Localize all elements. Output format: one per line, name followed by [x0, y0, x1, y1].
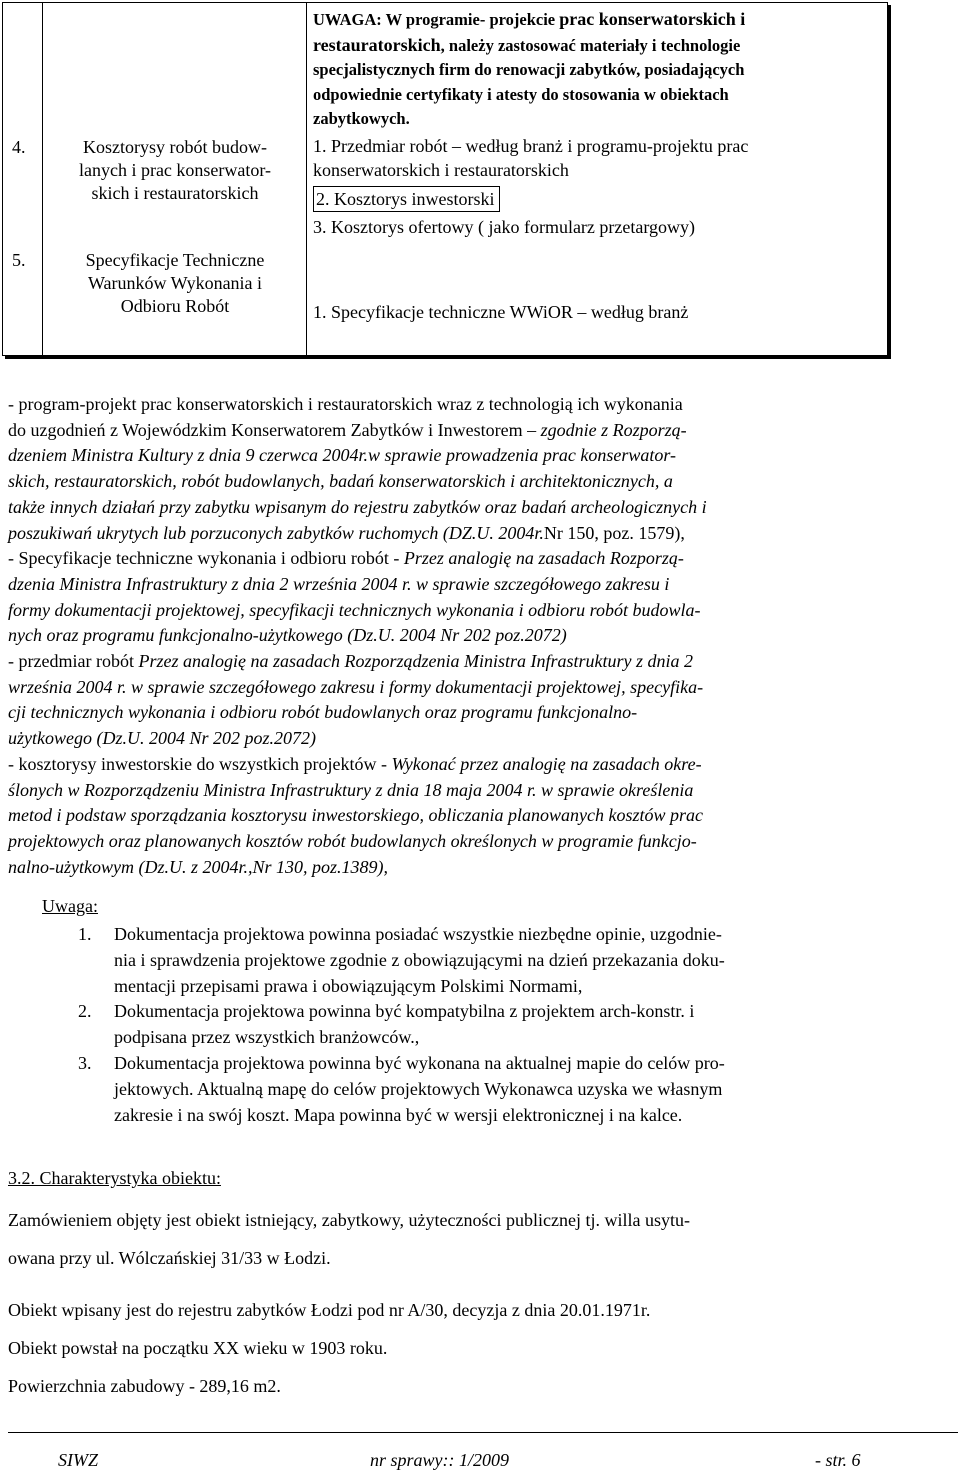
note-number: 1.	[78, 924, 92, 944]
body-text: do uzgodnień z Wojewódzkim Konserwatorem Zabytków i Inwestorem	[8, 419, 528, 440]
body-line	[8, 572, 953, 598]
body-line	[8, 623, 953, 649]
notes-heading-text: Uwaga:	[42, 896, 98, 916]
body-line	[8, 598, 953, 624]
body-text: - Specyfikacje techniczne wykonania i odbioru robót -	[8, 548, 404, 569]
body-text-italic: września 2004 r. w sprawie szczegółowego zakresu i formy dokumentacji projektowej, specyfika-	[8, 676, 704, 697]
row-label-line: skich i restauratorskich	[91, 183, 259, 203]
body-line	[8, 418, 953, 444]
row-label	[46, 136, 304, 205]
info-table	[2, 2, 890, 358]
table-item-line: 3. Kosztorys ofertowy ( jako formularz przetargowy)	[313, 217, 696, 237]
section-paragraph: owana przy ul. Wólczańskiej 31/33 w Łodzi.	[8, 1248, 331, 1268]
body-line	[8, 726, 953, 752]
body-text-italic: w sprawie prowadzenia prac konserwator-	[368, 445, 676, 466]
row-label-line: Kosztorysy robót budow-	[83, 137, 267, 157]
table-item	[313, 134, 748, 182]
body-line	[8, 829, 953, 855]
body-text-italic: projektowych oraz planowanych kosztów robót budowlanych określonych w programie funkcjo-	[8, 830, 697, 851]
body-text-italic: formy dokumentacji projektowej, specyfikacji technicznych wykonania i odbioru robót budowla-	[8, 599, 701, 620]
note-line: nia i sprawdzenia projektowe zgodnie z obowiązującymi na dzień przekazania doku-	[114, 949, 725, 970]
body-line	[8, 469, 953, 495]
body-line	[8, 392, 953, 418]
body-line	[8, 521, 953, 547]
table-divider-2	[306, 2, 307, 356]
table-item-line: 1. Przedmiar robót – według branż i programu-projektu prac	[313, 136, 749, 156]
table-item	[313, 186, 500, 212]
footer-case-number: nr sprawy:: 1/2009	[370, 1450, 509, 1470]
note-line: zakresie i na swój koszt. Mapa powinna być w wersji elektronicznej i na kalce.	[114, 1104, 683, 1125]
section-paragraph: Obiekt wpisany jest do rejestru zabytków Łodzi pod nr A/30, decyzja z dnia 20.01.1971r.	[8, 1300, 651, 1320]
body-text-italic: poszukiwań ukrytych lub porzuconych zabytków ruchomych (DZ.U. 2004r.	[8, 522, 544, 543]
row-label-line: Specyfikacje Techniczne	[85, 250, 265, 270]
section-paragraph: Powierzchnia zabudowy - 289,16 m2.	[8, 1376, 281, 1396]
table-item	[313, 215, 695, 239]
warning-line: zabytkowych.	[313, 109, 410, 128]
note-line: Dokumentacja projektowa powinna posiadać wszystkie niezbędne opinie, uzgodnie-	[114, 924, 722, 944]
row-number: 4.	[12, 137, 26, 157]
note-line: mentacji przepisami prawa i obowiązującym Polskimi Normami,	[114, 975, 583, 996]
body-text-italic: Przez analogię na zasadach Rozporzą-	[403, 548, 684, 569]
body-text-italic: użytkowego (Dz.U. 2004 Nr 202 poz.2072)	[8, 728, 316, 749]
body-text: - kosztorysy inwestorskie do wszystkich projektów -	[8, 753, 392, 774]
body-text: - przedmiar robót	[8, 651, 139, 672]
requirements-text	[8, 392, 953, 880]
body-text-italic: nych oraz programu funkcjonalno-użytkowego (Dz.U. 2004 Nr 202 poz.2072)	[8, 625, 567, 646]
body-line	[8, 443, 953, 469]
section-heading	[8, 1168, 221, 1189]
body-text-italic: także innych działań przy zabytku wpisanym do rejestru zabytków oraz badań archeologicznych i	[8, 496, 707, 517]
warning-line: specjalistycznych firm do renowacji zabytków, posiadających	[313, 60, 745, 79]
row-label	[46, 249, 304, 318]
body-line	[8, 855, 953, 881]
body-line	[8, 803, 953, 829]
section-paragraph: Zamówieniem objęty jest obiekt istniejący, zabytkowy, użyteczności publicznej tj. willa usytu-	[8, 1210, 690, 1230]
body-text-italic: cji technicznych wykonania i odbioru robót budowlanych oraz programu funkcjonalno-	[8, 702, 638, 723]
body-line	[8, 778, 953, 804]
footer-doc-name: SIWZ	[58, 1450, 98, 1470]
body-line	[8, 649, 953, 675]
warning-note	[313, 7, 885, 132]
footer-page-number: - str. 6	[815, 1450, 861, 1470]
table-item-line: konserwatorskich i restauratorskich	[313, 160, 569, 180]
note-number: 3.	[78, 1053, 92, 1073]
warning-line: odpowiednie certyfikaty i atesty do stosowania w obiektach	[313, 84, 729, 104]
note-line: Dokumentacja projektowa powinna być wykonana na aktualnej mapie do celów pro-	[114, 1053, 725, 1073]
body-text: - program-projekt prac konserwatorskich i restauratorskich wraz z technologią ich wykonania	[8, 394, 683, 414]
row-label-line: lanych i prac konserwator-	[78, 160, 272, 180]
body-text-italic: – zgodnie z Rozporzą-	[527, 419, 687, 440]
body-text-italic: nalno-użytkowym (Dz.U. z 2004r.,Nr 130, poz.1389),	[8, 856, 388, 877]
body-text-italic: metod i podstaw sporządzania kosztorysu inwestorskiego, obliczania planowanych kosztów prac	[8, 805, 703, 826]
body-text: Nr 150, poz. 1579),	[543, 522, 685, 543]
body-text-italic: dzeniem Ministra Kultury z dnia 9 czerwca 2004r.	[8, 445, 368, 466]
body-line	[8, 495, 953, 521]
body-text-italic: dzenia Ministra Infrastruktury z dnia 2 września 2004 r. w sprawie szczegółowego zakresu i	[8, 573, 670, 594]
body-line	[8, 546, 953, 572]
table-item-line: 2. Kosztorys inwestorski	[313, 186, 500, 212]
note-number: 2.	[78, 1001, 92, 1021]
table-item-line: 1. Specyfikacje techniczne WWiOR – według branż	[313, 302, 689, 322]
notes-heading	[42, 896, 98, 917]
section-paragraph: Obiekt powstał na początku XX wieku w 1903 roku.	[8, 1338, 388, 1358]
note-line: jektowych. Aktualną mapę do celów projektowych Wykonawca uzyska we własnym	[114, 1078, 723, 1099]
body-text-italic: Wykonać przez analogię na zasadach okre-	[391, 753, 702, 774]
body-text-italic: skich, restauratorskich, robót budowlanych, badań konserwatorskich i architektonicznych, a	[8, 471, 673, 492]
footer-rule	[8, 1432, 958, 1433]
warning-text: UWAGA: W programie- projekcie	[313, 10, 560, 29]
row-label-line: Odbioru Robót	[120, 296, 230, 316]
table-shadow-right	[888, 5, 891, 357]
note-line: Dokumentacja projektowa powinna być kompatybilna z projektem arch-konstr. i	[114, 1001, 695, 1021]
warning-text-large: prac konserwatorskich i	[559, 9, 746, 29]
row-label-line: Warunków Wykonania i	[87, 273, 263, 293]
row-number: 5.	[12, 250, 26, 270]
body-line	[8, 675, 953, 701]
section-heading-text: 3.2. Charakterystyka obiektu:	[8, 1168, 221, 1188]
table-shadow-bottom	[5, 356, 891, 359]
body-text-italic: Przez analogię na zasadach Rozporządzenia Ministra Infrastruktury z dnia 2	[138, 651, 693, 672]
body-text-italic: ślonych w Rozporządzeniu Ministra Infrastruktury z dnia 18 maja 2004 r. w sprawie określenia	[8, 779, 694, 800]
note-line: podpisana przez wszystkich branżowców.,	[114, 1026, 420, 1047]
table-item	[313, 300, 688, 324]
warning-line	[313, 33, 885, 59]
table-divider-1	[42, 2, 43, 356]
warning-text: , należy zastosować materiały i technologie	[440, 35, 741, 55]
warning-line	[313, 7, 885, 33]
warning-text-large: restauratorskich	[313, 34, 441, 55]
body-line	[8, 752, 953, 778]
body-line	[8, 700, 953, 726]
